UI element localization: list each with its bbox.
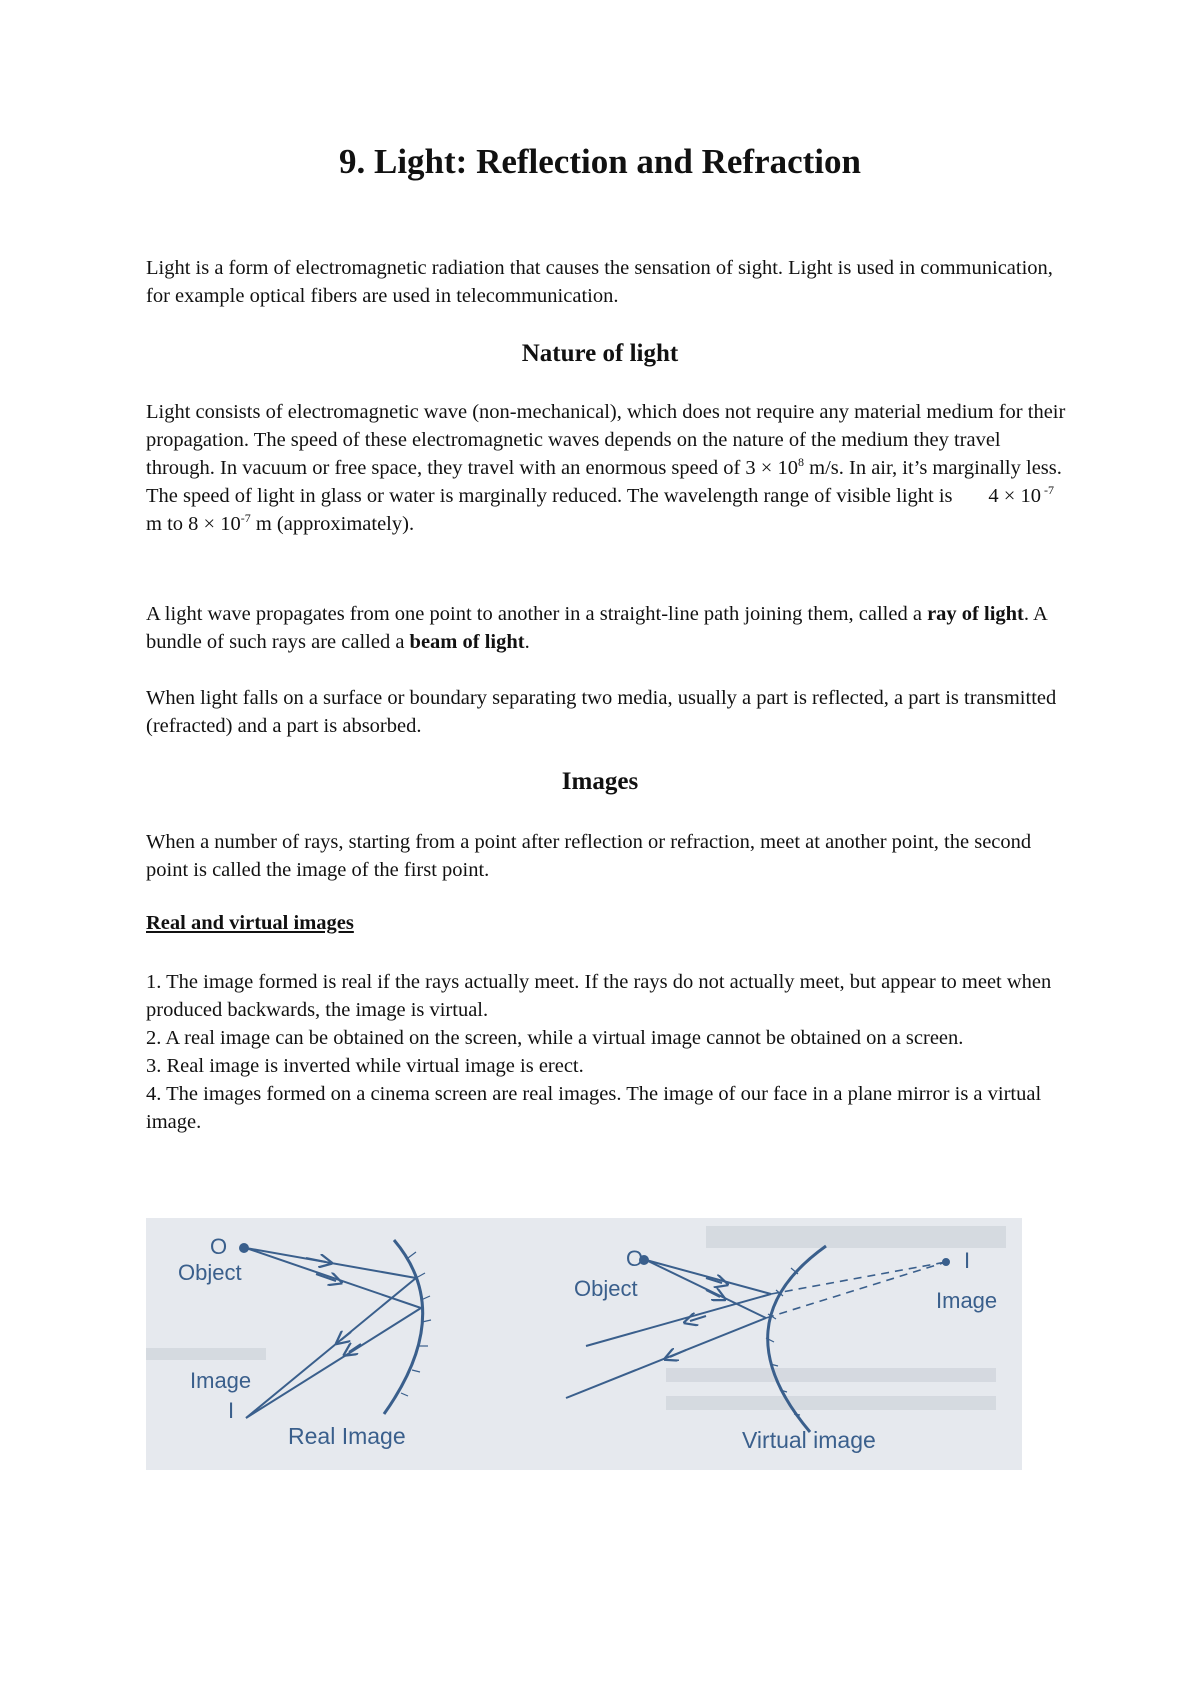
figure-left-point-o: O <box>210 1234 228 1259</box>
section-heading-nature: Nature of light <box>521 340 679 367</box>
ray-left-1 <box>246 1248 416 1278</box>
term-beam-of-light: beam of light <box>409 631 525 653</box>
reflected-ray-left-2 <box>246 1308 421 1418</box>
images-paragraph: When a number of rays, starting from a point after reflection or refraction, meet at another point, the second point is called the image of the first point. <box>146 831 1032 881</box>
virtual-image-point <box>943 1259 949 1265</box>
list-item: 1. The image formed is real if the rays actually meet. If the rays do not actually meet, but appear to meet when produced backwards, the image is virtual. <box>146 971 1052 1021</box>
ray-left-2 <box>246 1248 421 1308</box>
figure-left-point-i: I <box>228 1398 235 1423</box>
nature-paragraph-3: When light falls on a surface or boundary separating two media, usually a part is reflected, a part is transmitted (refracted) and a part is absorbed. <box>146 687 1057 737</box>
figure-right-point-o: O <box>626 1246 644 1271</box>
mirror-diagram <box>146 1218 1022 1470</box>
figure-right-point-i: I <box>964 1248 971 1273</box>
figure-right-image-label: Image <box>936 1288 998 1313</box>
list-item: 3. Real image is inverted while virtual image is erect. <box>146 1055 584 1077</box>
subheading-real-virtual: Real and virtual images <box>146 912 354 934</box>
reflected-ray-left-1 <box>246 1278 416 1418</box>
real-virtual-list <box>146 968 1066 1136</box>
list-item: 2. A real image can be obtained on the screen, while a virtual image cannot be obtained on a screen. <box>146 1027 964 1049</box>
section-heading-images: Images <box>561 768 639 795</box>
figure-right-object-label: Object <box>574 1276 638 1301</box>
figure-right-caption: Virtual image <box>742 1427 876 1453</box>
virtual-extension-1 <box>771 1262 946 1294</box>
intro-paragraph: Light is a form of electromagnetic radiation that causes the sensation of sight. Light is used in communication, for example optical fibers are used in telecommunication. <box>146 257 1053 307</box>
figure-left-object-label: Object <box>178 1260 242 1285</box>
term-ray-of-light: ray of light <box>927 603 1024 625</box>
ray-right-1 <box>646 1260 766 1318</box>
list-item: 4. The images formed on a cinema screen are real images. The image of our face in a plane mirror is a virtual image. <box>146 1083 1042 1133</box>
figure-left-image-label: Image <box>190 1368 252 1393</box>
real-image-diagram <box>240 1240 431 1418</box>
ray-right-2 <box>646 1260 771 1294</box>
nature-paragraph-2: A light wave propagates from one point to another in a straight-line path joining them, called a ray of light. A bundle of such rays are called a beam of light. <box>146 603 1047 653</box>
mirror-diagram-figure <box>146 1218 1022 1470</box>
figure-left-caption: Real Image <box>288 1423 406 1449</box>
reflected-ray-right-1 <box>566 1318 766 1398</box>
nature-paragraph-1: Light consists of electromagnetic wave (non-mechanical), which does not require any material medium for their propagation. The speed of these electromagnetic waves depends on the nature of the medium they travel through. In vacuum or free space, they travel with an enormous speed of $3 \times 10^8$ m/s. In air, it’s marginally less. The speed of light in glass or water is marginally reduced. The wavelength range of visible light is 4 × 10 $^{-7}$ m to $8 \times 10^{-7}$ m (approximately). <box>146 401 1067 535</box>
reflected-ray-right-2 <box>586 1294 771 1346</box>
page-title: 9. Light: Reflection and Refraction <box>338 142 861 181</box>
